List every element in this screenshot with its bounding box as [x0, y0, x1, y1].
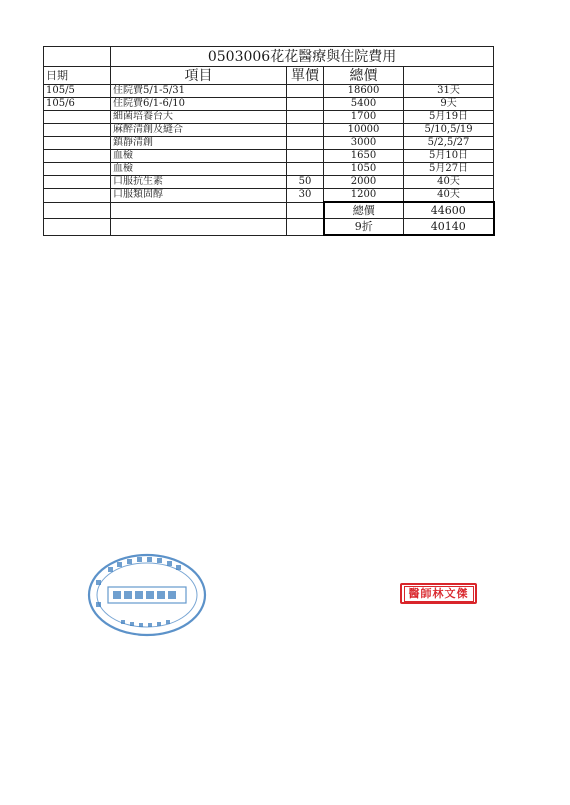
row-note: 9天	[404, 98, 494, 111]
row-unit-price	[287, 137, 324, 150]
row-unit-price	[287, 150, 324, 163]
row-note: 5/10,5/19	[404, 124, 494, 137]
table-row	[44, 150, 494, 163]
row-date	[44, 189, 111, 203]
row-date: 105/6	[44, 98, 111, 111]
doctor-stamp: 醫師林文傑	[400, 583, 477, 604]
discount-row	[44, 219, 494, 236]
table-row	[44, 124, 494, 137]
row-item: 血檢	[111, 163, 287, 176]
row-total: 5400	[324, 98, 404, 111]
row-total: 3000	[324, 137, 404, 150]
row-item: 麻醉清創及縫合	[111, 124, 287, 137]
row-total: 2000	[324, 176, 404, 189]
row-item: 鎮靜清創	[111, 137, 287, 150]
row-item: 住院費5/1-5/31	[111, 85, 287, 98]
table-row	[44, 176, 494, 189]
row-total: 10000	[324, 124, 404, 137]
row-item: 細菌培養台大	[111, 111, 287, 124]
row-unit-price	[287, 98, 324, 111]
header-total-price: 總價	[324, 67, 404, 85]
row-unit-price	[287, 163, 324, 176]
discount-label: 9折	[324, 219, 404, 236]
row-unit-price	[287, 111, 324, 124]
row-unit-price: 30	[287, 189, 324, 203]
row-date	[44, 137, 111, 150]
total-row	[44, 202, 494, 219]
header-item: 項目	[111, 67, 287, 85]
row-date	[44, 163, 111, 176]
document-title: 0503006花花醫療與住院費用	[111, 47, 494, 67]
header-unit-price: 單價	[287, 67, 324, 85]
clinic-seal-icon	[86, 552, 208, 638]
table-row	[44, 189, 494, 203]
row-note: 31天	[404, 85, 494, 98]
total-label: 總價	[324, 202, 404, 219]
title-row	[44, 47, 494, 67]
row-date	[44, 176, 111, 189]
row-item: 口服抗生素	[111, 176, 287, 189]
row-note: 40天	[404, 176, 494, 189]
row-total: 1700	[324, 111, 404, 124]
row-item: 口服類固醇	[111, 189, 287, 203]
table-row	[44, 137, 494, 150]
row-note: 5/2,5/27	[404, 137, 494, 150]
row-total: 1050	[324, 163, 404, 176]
table-row	[44, 163, 494, 176]
row-date: 105/5	[44, 85, 111, 98]
table-row	[44, 85, 494, 98]
row-date	[44, 124, 111, 137]
row-date	[44, 150, 111, 163]
table-row	[44, 111, 494, 124]
row-item: 住院費6/1-6/10	[111, 98, 287, 111]
row-date	[44, 111, 111, 124]
header-note	[404, 67, 494, 85]
row-unit-price	[287, 85, 324, 98]
row-total: 18600	[324, 85, 404, 98]
table-row	[44, 98, 494, 111]
total-value: 44600	[404, 202, 494, 219]
row-total: 1650	[324, 150, 404, 163]
row-item: 血檢	[111, 150, 287, 163]
discount-value: 40140	[404, 219, 494, 236]
header-date: 日期	[44, 67, 111, 85]
row-note: 5月10日	[404, 150, 494, 163]
row-note: 5月19日	[404, 111, 494, 124]
row-unit-price	[287, 124, 324, 137]
row-unit-price: 50	[287, 176, 324, 189]
row-note: 40天	[404, 189, 494, 203]
fee-table	[43, 46, 495, 236]
row-total: 1200	[324, 189, 404, 203]
header-row	[44, 67, 494, 85]
row-note: 5月27日	[404, 163, 494, 176]
